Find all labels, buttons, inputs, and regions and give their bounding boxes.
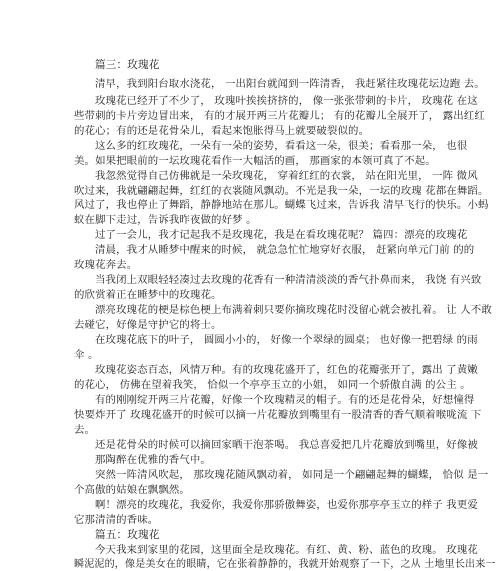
paragraph-line: 伞 。 [74, 349, 99, 361]
paragraph-line: 还是花骨朵的时候可以摘回家晒干泡茶喝。 我总喜爱把几片花瓣放到嘴里，好像被 [95, 439, 478, 451]
paragraph-line: 清早，我到阳台取水浇花， 一出阳台就闻到一阵清香， 我赶紧往玫瑰花坛边跑 去。 [95, 78, 485, 90]
paragraph-line: 快要炸开了 玫瑰花盛开的时候可以摘一片花瓣放到嘴里有一股清香的香气顺着喉咙流 下 [74, 409, 482, 421]
paragraph-line: 瞬泥泥的，像是美女在的眼睛，它在张着静静的，我就开始观察了一下，之从 土地里长出来一 [74, 558, 496, 570]
paragraph-line: 过了一会儿，我才记起我不是玫瑰花，我是在看玫瑰花呢？ 篇四：漂亮的玫瑰花 [95, 229, 468, 241]
paragraph-line: 蚁在脚下走过，告诉我昨夜做的好梦 。 [74, 214, 257, 226]
paragraph-line: 在玫瑰花底下的叶子， 圆圆小小的， 好像一个翠绿的圆桌； 也好像一把碧绿 的雨 [95, 334, 478, 346]
paragraph-line: 去。 [74, 424, 96, 436]
paragraph-line: 清晨，我才从睡梦中醒来的时候， 就急急忙忙地穿好衣服， 赶紧向单元门前 的的 [95, 244, 475, 256]
paragraph-line: 的欣赏着正在睡梦中的玫瑰花。 [74, 289, 222, 301]
paragraph-line: 的花心；有的还是花骨朵儿，看起来饱胀得马上就要破裂似的。 [74, 125, 370, 137]
paragraph-line: 吹过来，我就翩翩起舞，红红的衣裳随风飘动。不光是我一朵，一坛的玫瑰 花都在舞蹈。 [74, 185, 489, 197]
paragraph-line: 美。如果把眼前的一坛玫瑰花看作一大幅活的画， 那画家的本领可真了不起。 [74, 155, 436, 167]
paragraph-line: 风过了，我也停止了舞蹈，静静地站在那儿。蝴蝶飞过来，告诉我 清早飞行的快乐。小蚂 [74, 199, 489, 211]
paragraph-line: 去碰它，好像是守护它的将士。 [74, 319, 222, 331]
paragraph-line: 的花心， 仿佛在望着我笑， 恰似一个亭亭玉立的小姐， 如同一个骄傲自满 的公主 。 [74, 379, 471, 391]
paragraph-line: 啊！漂亮的玫瑰花，我爱你，我爱你那骄傲舞姿，也爱你那亭亭玉立的样子 我更爱 [95, 499, 478, 511]
paragraph-line: 突然一阵清风吹起， 那玫瑰花随风飘动着， 如同是一个翩翩起舞的蝴蝶， 恰似 是一 [95, 469, 489, 481]
section-heading: 篇三：玫瑰花 [95, 59, 160, 71]
paragraph-line: 玫瑰花已经开了不少了， 玫瑰叶挨挨挤挤的， 像一张张带刺的卡片， 玫瑰花 在这 [95, 95, 478, 107]
paragraph-line: 当我闭上双眼轻轻凑过去玫瑰的花香有一种清清淡淡的香气扑鼻而来， 我饶 有兴致 [95, 274, 482, 286]
paragraph-line: 它那清清的香味。 [74, 514, 159, 526]
paragraph-line: 些带刺的卡片旁边冒出来， 有的才展开两三片花瓣儿； 有的花瓣儿全展开了， 露出红红 [74, 110, 485, 122]
paragraph-line: 玫瑰花奔去。 [74, 259, 138, 271]
paragraph-line: 有的刚刚绽开两三片花瓣，好像一个玫瑰精灵的帽子。有的还是花骨朵，好想憧得 [95, 394, 475, 406]
section-heading: 篇五：玫瑰花 [95, 529, 160, 541]
paragraph-line: 我忽然觉得自己仿佛就是一朵玫瑰花， 穿着红红的衣裳， 站在阳光里， 一阵 微风 [95, 170, 478, 182]
paragraph-line: 漂亮玫瑰花的梗是棕色梗上布满着刺只要你摘玫瑰花时没留心就会被扎着。 让 人不敢 [95, 304, 492, 316]
paragraph-line: 个高傲的姑娘在飘飘然。 [74, 484, 190, 496]
paragraph-line: 那陶醉在优雅的香气中。 [95, 454, 211, 466]
paragraph-line: 玫瑰花姿态百态，风情万种。有的玫瑰花盛开了，红色的花瓣张开了，露出 了黄嫩 [95, 364, 478, 376]
paragraph-line: 这么多的红玫瑰花，一朵有一朵的姿势，看看这一朵，很美；看看那一朵， 也很 [95, 140, 468, 152]
paragraph-line: 今天我来到家里的花园，这里面全是玫瑰花。有红、黄、粉、蓝色的玫瑰。 玫瑰花 [95, 544, 478, 556]
